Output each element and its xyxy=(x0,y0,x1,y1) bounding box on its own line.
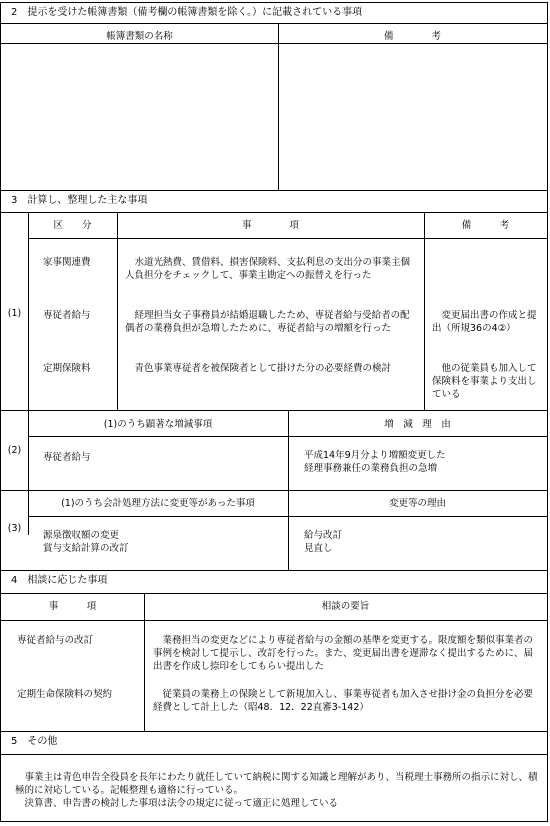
col-ledger-name: 帳簿書類の名称 xyxy=(106,31,173,42)
col-note: 備 考 xyxy=(461,220,510,231)
accounting-change-reasons: 給与改訂 見直し xyxy=(304,530,343,554)
col-notable-changes: (1)のうち顕著な増減事項 xyxy=(103,419,213,430)
consult-row-2-item: 定期生命保険料の契約 xyxy=(17,689,113,700)
section-2-title: 2 提示を受けた帳簿書類（備考欄の帳簿書類を除く。）に記載されている事項 xyxy=(1,3,547,24)
col-consult-item: 事 項 xyxy=(48,601,97,612)
row-2-item: 経理担当女子事務員が結婚退職したため、専従者給与受給者の配偶者の業務負担が急増したために、専従者給与の増額を行った xyxy=(125,310,410,334)
part-3-label: (3) xyxy=(7,523,22,534)
consult-row-1-item: 専従者給与の改訂 xyxy=(17,635,94,646)
col-item: 事 項 xyxy=(241,220,299,231)
row-3-note: 他の従業員も加入して保険料を事業より支出している xyxy=(432,363,537,400)
section-4-title: 4 相談に応じた事項 xyxy=(11,575,108,586)
notable-change-reason: 平成14年9月分より増額変更した 経理事務兼任の業務負担の急増 xyxy=(304,450,446,474)
row-2-note: 変更届出書の作成と提出（所規36の4②） xyxy=(432,310,537,334)
row-1-category: 家事関連費 xyxy=(43,257,91,268)
section-3-title: 3 計算し、整理した主な事項 xyxy=(11,195,148,206)
row-2-category: 専従者給与 xyxy=(43,310,91,321)
notable-change-item: 専従者給与 xyxy=(43,452,91,463)
col-ledger-note: 備 考 xyxy=(383,31,441,42)
other-notes: 事業主は青色申告全役員を長年にわたり就任していて納税に関する知識と理解があり、当税理士事務所の指示に対し、積極的に対応している。記帳整理も適格に行っている。 決算書、申告書の検討した事項は法令の規定に従って適正に処理している xyxy=(15,772,538,809)
row-3-item: 青色事業専従者を被保険者として掛けた分の必要経費の検討 xyxy=(125,363,392,374)
col-category: 区 分 xyxy=(53,220,92,231)
tax-audit-document xyxy=(0,2,548,822)
section-5-title: 5 その他 xyxy=(11,736,58,747)
row-1-item: 水道光熱費、賃借料、損害保険料、支払利息の支出分の事業主個人負担分をチェックして、事業主勘定への振替えを行った xyxy=(125,257,411,281)
col-consult-summary: 相談の要旨 xyxy=(321,601,370,612)
col-accounting-reason: 変更等の理由 xyxy=(388,498,446,509)
col-change-reason: 増 減 理 由 xyxy=(384,419,451,430)
part-1-label: (1) xyxy=(7,308,22,319)
part-2-label: (2) xyxy=(7,445,22,456)
accounting-change-items: 源泉徴収額の変更 賞与支給計算の改訂 xyxy=(43,530,129,554)
row-3-category: 定期保険料 xyxy=(43,363,91,374)
consult-row-1-summary: 業務担当の変更などにより専従者給与の金額の基準を変更する。限度額を類似事業者の事例を検討して提示し、改訂を行った。また、変更届出書を遅滞なく提出するために、届出書を作成し捺印をしてもらい提出した xyxy=(153,635,534,672)
consult-row-2-summary: 従業員の業務上の保険として新規加入し、事業専従者も加入させ掛け金の負担分を必要経費として計上した（昭48．12．22直審3-142） xyxy=(153,689,534,713)
col-accounting-changes: (1)のうち会計処理方法に変更等があった事項 xyxy=(61,498,255,509)
